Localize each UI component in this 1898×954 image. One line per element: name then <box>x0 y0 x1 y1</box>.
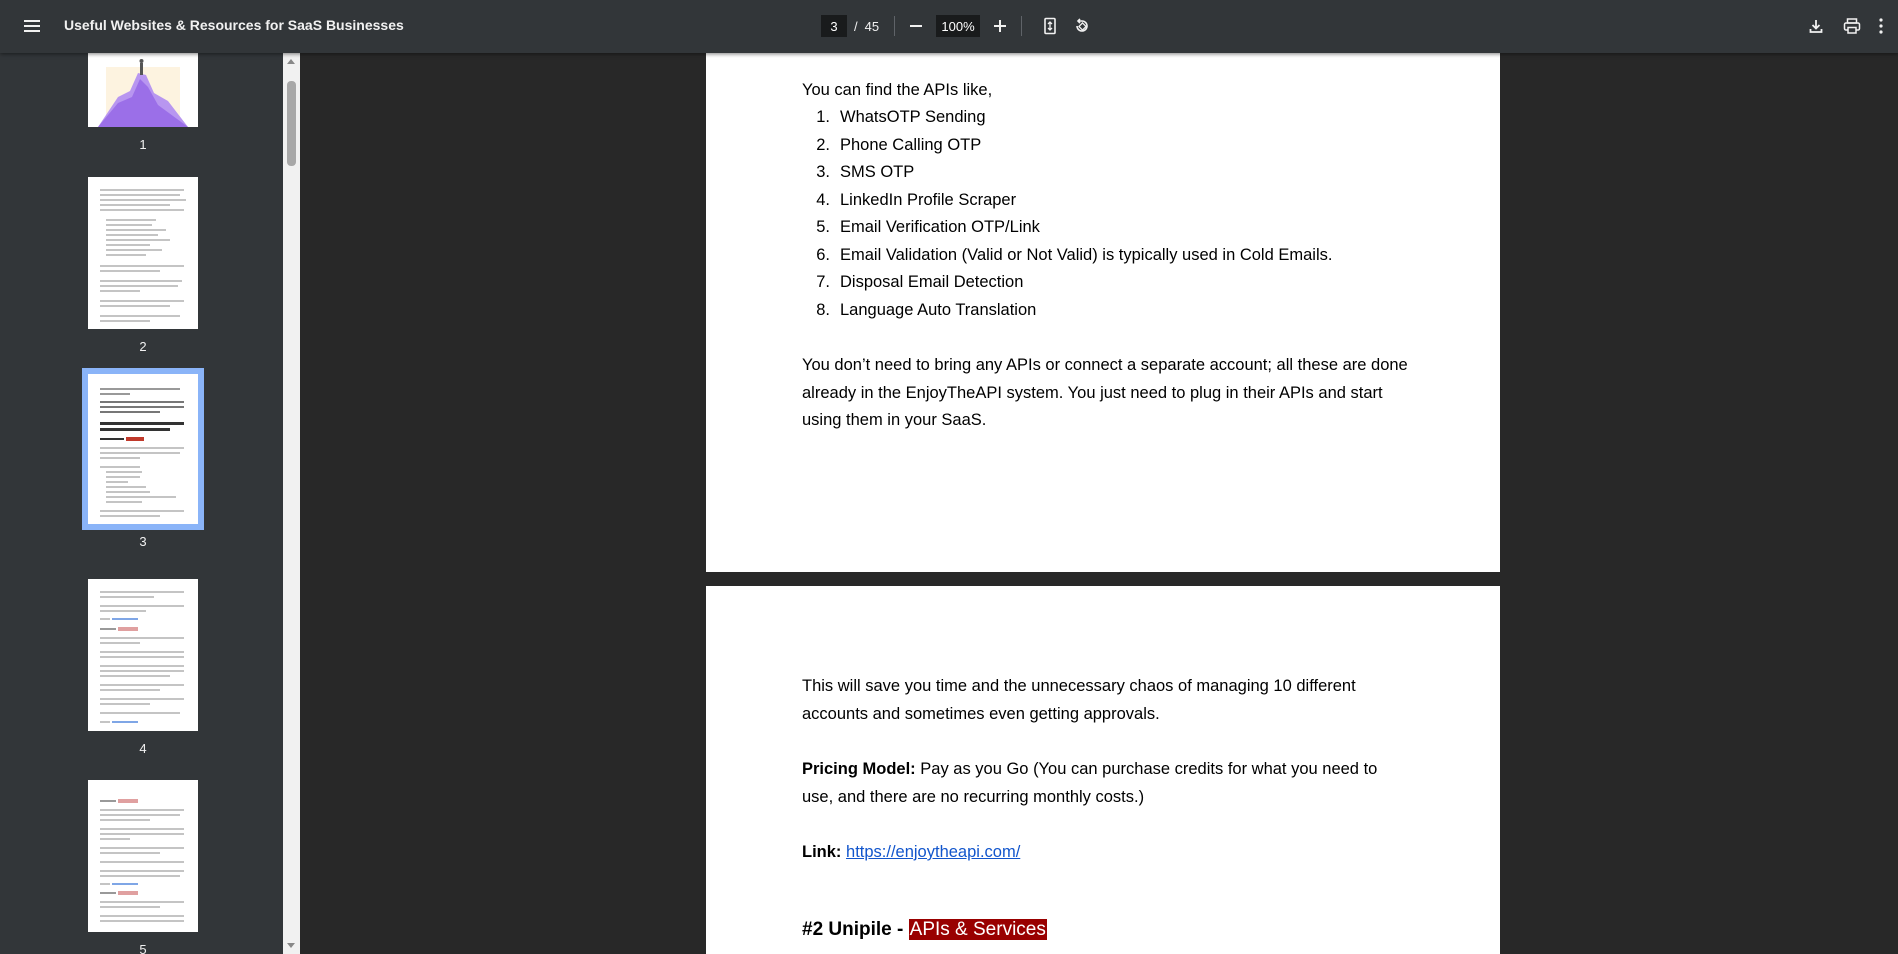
section-heading <box>802 919 1047 941</box>
list-item: 7. Disposal Email Detection <box>816 273 1024 291</box>
thumbnail-image <box>88 177 198 329</box>
more-vert-icon <box>1879 18 1883 34</box>
pdf-page-3 <box>706 53 1500 572</box>
total-pages: 45 <box>864 18 880 34</box>
download-icon <box>1808 18 1824 34</box>
thumbnail-number: 4 <box>139 741 147 756</box>
scrollbar-thumb[interactable] <box>287 81 296 166</box>
fit-page-button[interactable] <box>1038 14 1062 38</box>
rotate-icon <box>1073 17 1091 35</box>
rotate-button[interactable] <box>1070 14 1094 38</box>
pricing-text: Pay as you Go (You can purchase credits for what you need to use, and there are no recurring monthly costs.) <box>802 760 1378 806</box>
enjoytheapi-link[interactable]: https://enjoytheapi.com/ <box>846 843 1021 861</box>
document-title: Useful Websites & Resources for SaaS Businesses <box>64 17 404 33</box>
list-item: 1. WhatsOTP Sending <box>816 108 986 126</box>
mountain-illustration-icon <box>88 53 198 127</box>
thumbnail-number: 3 <box>139 534 147 549</box>
sidebar-scrollbar[interactable] <box>283 53 300 954</box>
scroll-down-arrow-icon[interactable] <box>287 943 295 948</box>
thumbnail-image <box>88 780 198 932</box>
plus-icon <box>993 19 1007 33</box>
page-separator: / <box>854 18 858 34</box>
zoom-in-button[interactable] <box>988 14 1012 38</box>
thumbnail-page-3[interactable] <box>88 374 198 549</box>
thumbnail-page-1[interactable] <box>88 53 198 152</box>
thumbnail-page-4[interactable] <box>88 579 198 756</box>
more-options-button[interactable] <box>1874 14 1888 38</box>
zoom-out-button[interactable] <box>904 14 928 38</box>
print-icon <box>1843 18 1861 34</box>
toolbar-divider <box>894 16 895 36</box>
list-item: 2. Phone Calling OTP <box>816 135 982 154</box>
download-button[interactable] <box>1804 14 1828 38</box>
thumbnail-page-5[interactable] <box>88 780 198 954</box>
page-navigation <box>821 15 879 37</box>
thumbnail-page-2[interactable] <box>88 177 198 354</box>
list-item: 8. Language Auto Translation <box>816 300 1037 319</box>
list-item: 5. Email Verification OTP/Link <box>816 218 1040 236</box>
thumbnail-number: 1 <box>139 137 147 152</box>
pricing-paragraph <box>802 756 1412 811</box>
list-item: 3. SMS OTP <box>816 163 915 181</box>
fit-page-icon <box>1042 17 1058 35</box>
toolbar-divider <box>1021 16 1022 36</box>
paragraph: You don’t need to bring any APIs or connect a separate account; all these are done already in the EnjoyTheAPI system. You just need to plug in their APIs and start using them in your SaaS. <box>802 356 1408 429</box>
api-intro-text: You can find the APIs like, <box>802 81 993 99</box>
document-viewer[interactable] <box>300 53 1898 954</box>
list-item: 4. LinkedIn Profile Scraper <box>816 190 1017 209</box>
link-label: Link: <box>802 843 842 861</box>
pricing-label: Pricing Model: <box>802 760 916 778</box>
api-list <box>802 104 1332 324</box>
pdf-toolbar <box>0 0 1898 53</box>
list-item: 6. Email Validation (Valid or Not Valid) is typically used in Cold Emails. <box>816 245 1333 264</box>
thumbnail-image <box>88 53 198 127</box>
thumbnail-number: 2 <box>139 339 147 354</box>
pdf-page-4 <box>706 586 1500 954</box>
paragraph: This will save you time and the unnecessary chaos of managing 10 different accounts and sometimes even getting approvals. <box>802 677 1356 723</box>
thumbnail-sidebar <box>0 53 283 954</box>
link-paragraph <box>802 839 1412 867</box>
zoom-input[interactable] <box>936 15 980 37</box>
heading-tag: APIs & Services <box>909 919 1046 940</box>
page-number-input[interactable] <box>821 15 847 37</box>
minus-icon <box>909 19 923 33</box>
heading-prefix: #2 Unipile - <box>802 919 909 940</box>
thumbnail-image <box>88 374 198 524</box>
thumbnail-image <box>88 579 198 731</box>
menu-icon[interactable] <box>20 14 44 38</box>
print-button[interactable] <box>1840 14 1864 38</box>
scroll-up-arrow-icon[interactable] <box>287 59 295 64</box>
thumbnail-number: 5 <box>139 942 147 954</box>
